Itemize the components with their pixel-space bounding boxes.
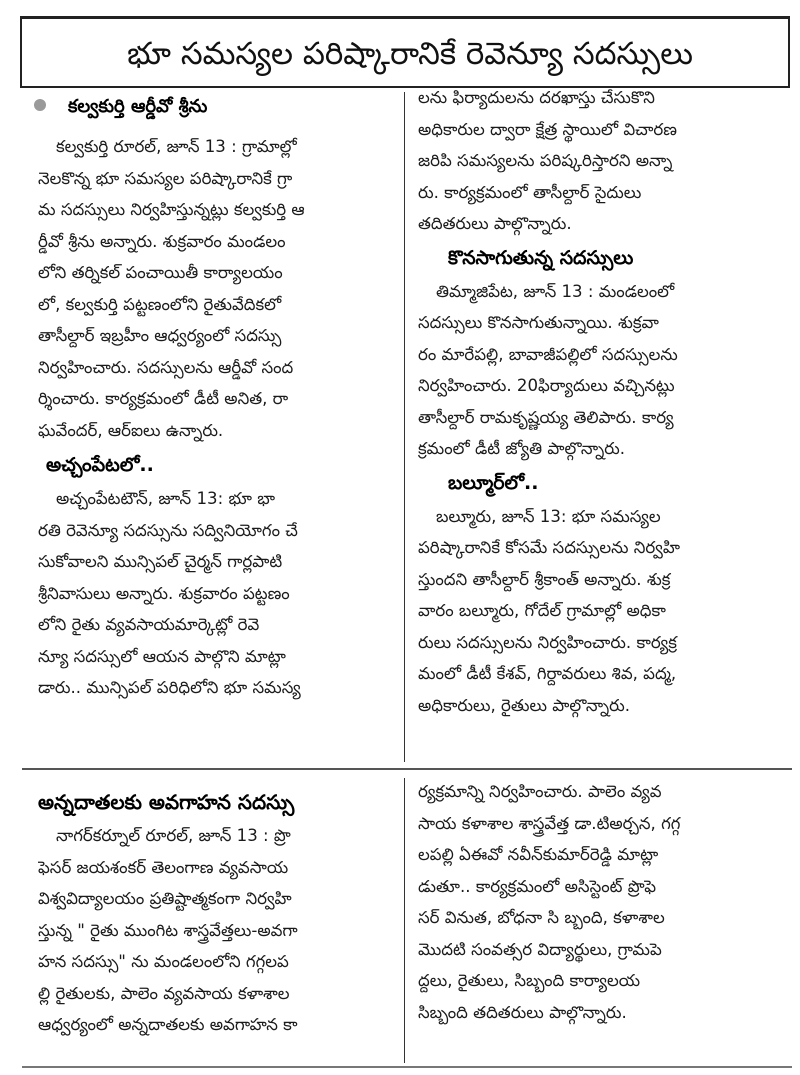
text-line: అధికారుల ద్వారా క్షేత్ర స్థాయిలో విచారణ [418,119,677,139]
text-line: తదితరులు పాల్గొన్నారు. [418,214,572,233]
byline [34,92,207,122]
story2-heading: అన్నదాతలకు అవగాహన సదస్సు [38,790,295,814]
bullet-icon [34,99,46,111]
text-line: ఘవేందర్, ఆర్ఐలు ఉన్నారు. [38,420,224,440]
text-line: ఫెసర్ జయశంకర్ తెలంగాణ వ్యవసాయ [38,857,289,877]
sub-heading-achampet: అచ్చంపేటలో.. [46,454,154,476]
text-line: పరిష్కారానికే కోసమే సదస్సులను నిర్వహి [418,538,680,557]
text-line: సాయ కళాశాల శాస్త్రవేత్త డా.టిఅర్చన, గగ్గ [418,813,681,833]
byline-text: కల్వకుర్తి ఆర్డీవో శ్రీను [68,96,208,117]
text-line: ర్యక్రమాన్ని నిర్వహించారు. పాలెం వ్యవ [418,782,662,801]
text-line: సదస్సులు కొనసాగుతున్నాయి. శుక్రవా [418,313,659,332]
text-line: రులు సదస్సులను నిర్వహించారు. కార్యక్ర [418,632,677,652]
bottom-rule [22,1066,792,1068]
text-line: సుకోవాలని మున్సిపల్ చైర్మన్ గార్లపాటి [38,552,283,571]
text-line: రతి రెవెన్యూ సదస్సును సద్వినియోగం చే [38,520,298,540]
text-line: లో, కల్వకుర్తి పట్టణంలోని రైతువేదికలో [38,294,282,314]
top-rule [20,16,790,19]
text-line: ర్డీవో శ్రీను అన్నారు. శుక్రవారం మండలం [38,231,286,251]
story1-right-sub-body-2 [418,501,780,722]
story2-right-column [418,776,780,1064]
text-line: మొదటి సంవత్సర విద్యార్థులు, గ్రామపె [418,939,662,959]
story1-left-column [32,131,396,761]
text-line: స్తుందని తాసీల్దార్ శ్రీకాంత్ అన్నారు. శుక్ర [418,569,671,589]
text-line: రం మారేపల్లి, బావాజీపల్లిలో సదస్సులను [418,344,678,364]
sub-heading-balmur: బల్మూర్‌లో.. [448,471,539,494]
text-line: హన సదస్సు" ను మండలంలోని గగ్గలప [38,952,289,971]
story2-left-column [32,784,398,1064]
text-line: తాసీల్దార్ రామకృష్ణయ్య తెలిపారు. కార్య [418,407,674,427]
story1-right-body [418,82,780,240]
story-separator [22,768,792,770]
text-line: డుతూ.. కార్యక్రమంలో అసిస్టెంట్ ప్రొఫె [418,876,657,896]
text-line: లోని తర్నికల్ పంచాయితీ కార్యాలయం [38,263,283,282]
text-line: కల్వకుర్తి రూరల్, జూన్ 13 : గ్రామాల్లో [56,137,297,156]
story1-right-column [418,82,780,762]
column-divider-top [404,92,405,762]
text-line: క్రమంలో డీటీ జ్యోతి పాల్గొన్నారు. [418,439,626,458]
text-line: ర్శించారు. కార్యక్రమంలో డీటీ అనిత, రా [38,389,289,408]
text-line: జరిపి సమస్యలను పరిష్కరిస్తారని అన్నా [418,151,673,170]
text-line: విశ్వవిద్యాలయం ప్రతిష్టాత్మకంగా నిర్వహి [38,889,292,908]
text-line: మంలో డీటీ కేశవ్, గిర్దావరులు శివ, పద్మ, [418,664,677,683]
text-line: డారు.. మున్సిపల్ పరిధిలోని భూ సమస్య [38,678,301,697]
text-line: అధికారులు, రైతులు పాల్గొన్నారు. [418,695,630,715]
text-line: నెలకొన్న భూ సమస్యల పరిష్కారానికే గ్రా [38,168,293,188]
column-divider-bottom [404,778,405,1063]
text-line: న్యూ సదస్సులో ఆయన పాల్గొని మాట్లా [38,646,286,666]
story1-right-sub-body-1 [418,276,780,465]
text-line: స్తున్న " రైతు ముంగిట శాస్త్రవేత్తలు-అవగా [38,920,298,940]
text-line: వారం బల్మూరు, గోదేల్ గ్రామాల్లో అధికా [418,601,666,620]
text-line: శ్రీనివాసులు అన్నారు. శుక్రవారం పట్టణం [38,583,290,603]
text-line: సర్ వినుత, బోధనా సి బ్బంది, కళాశాల [418,908,665,927]
text-line: నిర్వహించారు. 20ఫిర్యాదులు వచ్చినట్లు [418,376,675,395]
text-line: నిర్వహించారు. సదస్సులను ఆర్డీవో సంద [38,357,294,377]
text-line: లను ఫిర్యాదులను దరఖాస్తు చేసుకొని [418,88,655,107]
story2-right-body [418,776,780,1028]
story2-left-body [32,820,398,1041]
text-line: రు. కార్యక్రమంలో తాసీల్దార్ సైదులు [418,182,642,202]
text-line: తాసీల్దార్ ఇబ్రహీం ఆధ్వర్యంలో సదస్సు [38,326,282,345]
text-line: మ సదస్సులు నిర్వహిస్తున్నట్లు కల్వకుర్తి ఆ [38,200,305,219]
text-line: లపల్లి ఏఈవో నవీన్‌కుమార్‌రెడ్డి మాట్లా [418,845,659,864]
text-line: బల్మూరు, జూన్ 13: భూ సమస్యల [436,506,661,526]
sub-heading-konasagutunna: కొనసాగుతున్న సదస్సులు [448,246,634,269]
text-line: ల్లి రైతులకు, పాలెం వ్యవసాయ కళాశాల [38,983,290,1003]
text-line: ఆధ్వర్యంలో అన్నదాతలకు అవగాహన కా [38,1015,298,1034]
story1-left-body [32,131,396,446]
left-frame [20,16,22,88]
text-line: సిబ్బంది తదితరులు పాల్గొన్నారు. [418,1002,627,1022]
text-line: ద్దలు, రైతులు, సిబ్బంది కార్యాలయ [418,971,641,990]
right-frame [788,16,790,88]
story1-left-sub-body [32,483,396,704]
text-line: నాగర్‌కర్నూల్ రూరల్, జూన్ 13 : ప్రొ [56,826,291,845]
text-line: అచ్చంపేటటౌన్, జూన్ 13: భూ భా [56,489,276,508]
text-line: తిమ్మాజిపేట, జూన్ 13 : మండలంలో [436,281,675,301]
text-line: లోని రైతు వ్యవసాయమార్కెట్లో రెవె [38,615,260,634]
main-headline: భూ సమస్యల పరిష్కారానికే రెవెన్యూ సదస్సులు [127,36,693,72]
